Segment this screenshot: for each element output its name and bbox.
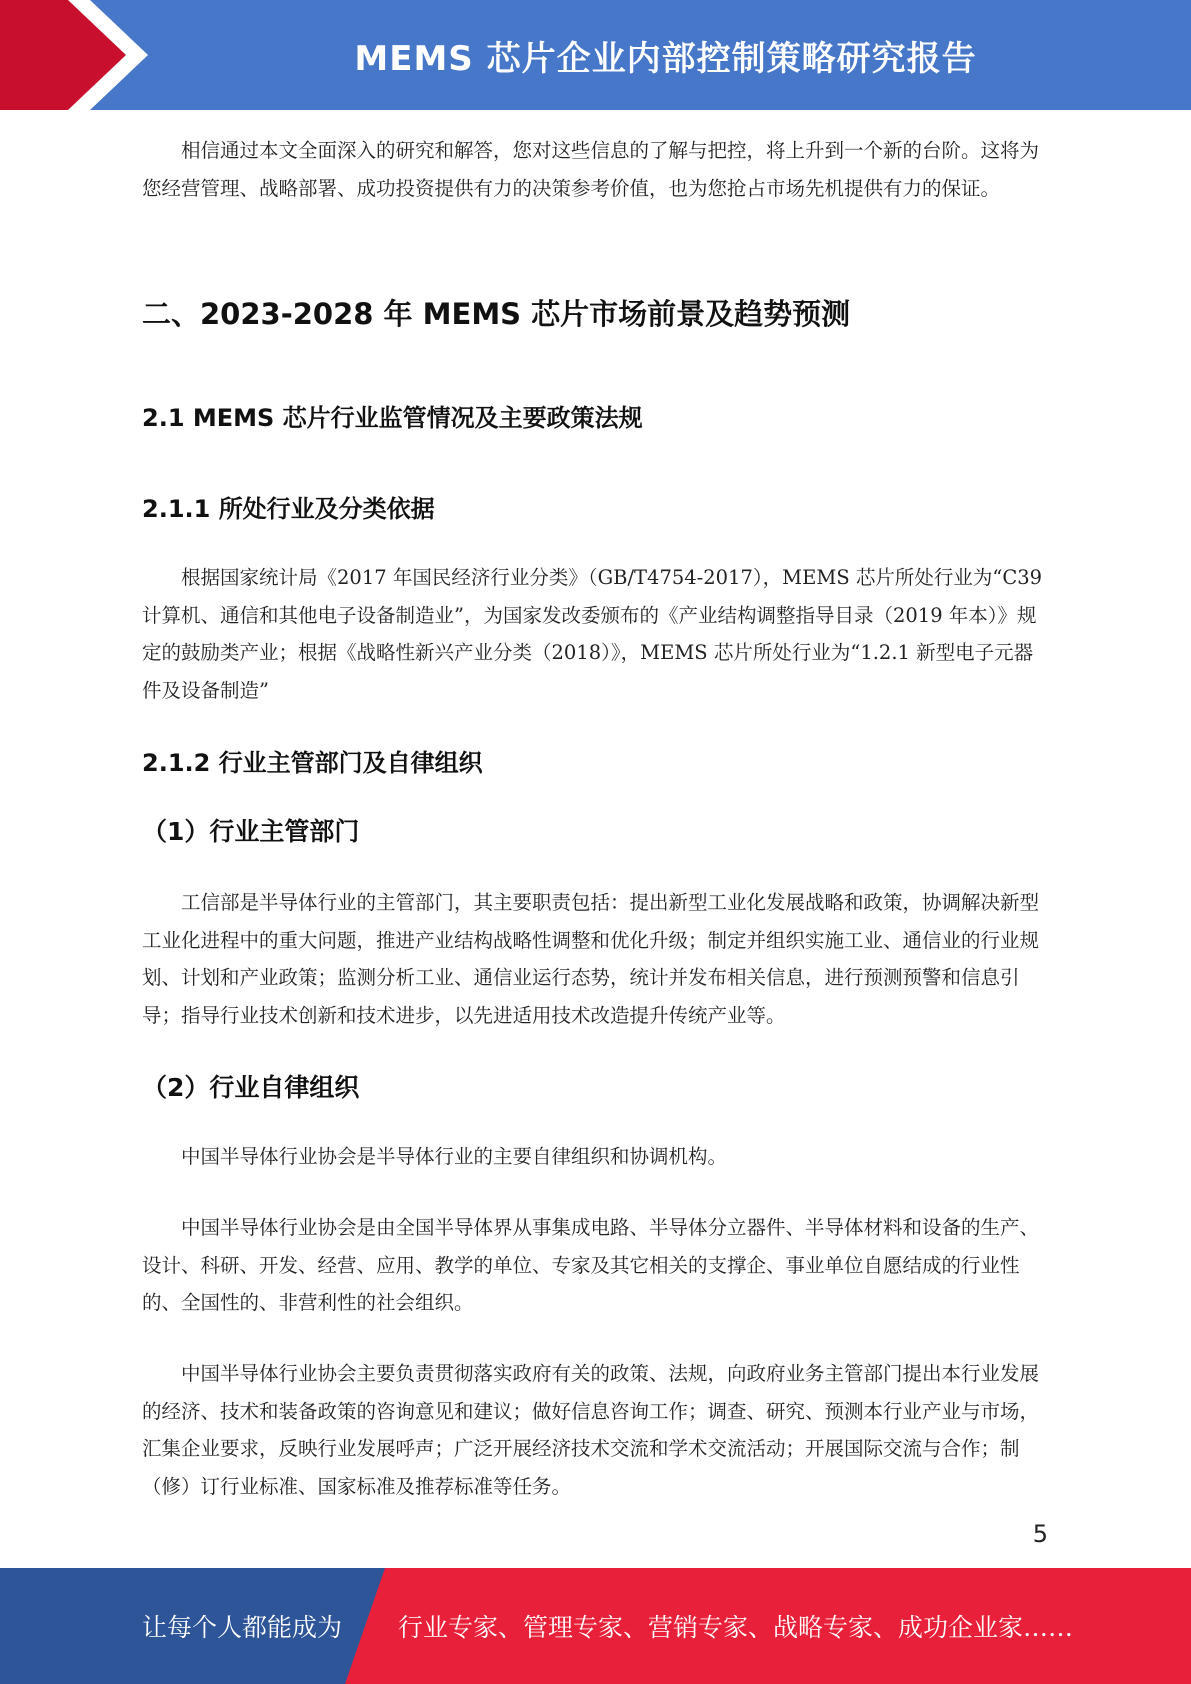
section-2-1-1-body (142, 559, 1047, 709)
authority-paragraph: 工信部是半导体行业的主管部门，其主要职责包括：提出新型工业化发展战略和政策，协调解决新型工业化进程中的重大问题，推进产业结构战略性调整和优化升级；制定并组织实施工业、通信业的行业规划、计划和产业政策；监测分析工业、通信业运行态势，统计并发布相关信息，进行预测预警和信息引导；指导行业技术创新和技术进步，以先进适用技术改造提升传统产业等。 (142, 891, 1040, 1027)
part-2-body-3 (142, 1355, 1047, 1505)
footer-slogan-right: 行业专家、管理专家、营销专家、战略专家、成功企业家…… (398, 1613, 1074, 1642)
part-1-body (142, 884, 1047, 1034)
part-2-body-1 (142, 1138, 1047, 1176)
header-title: MEMS 芯片企业内部控制策略研究报告 (354, 38, 977, 79)
association-paragraph-1: 中国半导体行业协会是半导体行业的主要自律组织和协调机构。 (181, 1145, 728, 1168)
section-2-1-1-heading: 2.1.1 所处行业及分类依据 (142, 495, 435, 523)
part-2-body-2 (142, 1209, 1047, 1322)
page-footer (0, 1568, 1191, 1684)
footer-slogan-left: 让每个人都能成为 (142, 1613, 343, 1642)
section-2-heading: 二、2023-2028 年 MEMS 芯片市场前景及趋势预测 (142, 297, 851, 331)
classification-paragraph: 根据国家统计局《2017 年国民经济行业分类》（GB/T4754-2017），MEMS 芯片所处行业为“C39 计算机、通信和其他电子设备制造业”，为国家发改委颁布的《产业结构调整指导目录（2019 年本）》规定的鼓励类产业；根据《战略性新兴产业分类（2018）》，MEMS 芯片所处行业为“1.2.1 新型电子元器件及设备制造” (142, 566, 1043, 702)
intro-paragraph: 相信通过本文全面深入的研究和解答，您对这些信息的了解与把控，将上升到一个新的台阶。这将为您经营管理、战略部署、成功投资提供有力的决策参考价值，也为您抢占市场先机提供有力的保证。 (142, 139, 1040, 200)
association-paragraph-3: 中国半导体行业协会主要负责贯彻落实政府有关的政策、法规，向政府业务主管部门提出本行业发展的经济、技术和装备政策的咨询意见和建议；做好信息咨询工作；调查、研究、预测本行业产业与市场，汇集企业要求，反映行业发展呼声；广泛开展经济技术交流和学术交流活动；开展国际交流与合作；制（修）订行业标准、国家标准及推荐标准等任务。 (142, 1362, 1040, 1498)
part-2-heading: （2）行业自律组织 (142, 1073, 360, 1102)
header-chevron-icon (0, 0, 160, 110)
association-paragraph-2: 中国半导体行业协会是由全国半导体界从事集成电路、半导体分立器件、半导体材料和设备的生产、设计、科研、开发、经营、应用、教学的单位、专家及其它相关的支撑企、事业单位自愿结成的行业性的、全国性的、非营利性的社会组织。 (142, 1216, 1040, 1314)
page-number: 5 (1032, 1520, 1048, 1548)
section-2-1-2-heading: 2.1.2 行业主管部门及自律组织 (142, 749, 483, 777)
page-header (0, 0, 1191, 110)
part-1-heading: （1）行业主管部门 (142, 817, 360, 846)
intro-section (142, 132, 1047, 207)
section-2-1-heading: 2.1 MEMS 芯片行业监管情况及主要政策法规 (142, 404, 643, 432)
